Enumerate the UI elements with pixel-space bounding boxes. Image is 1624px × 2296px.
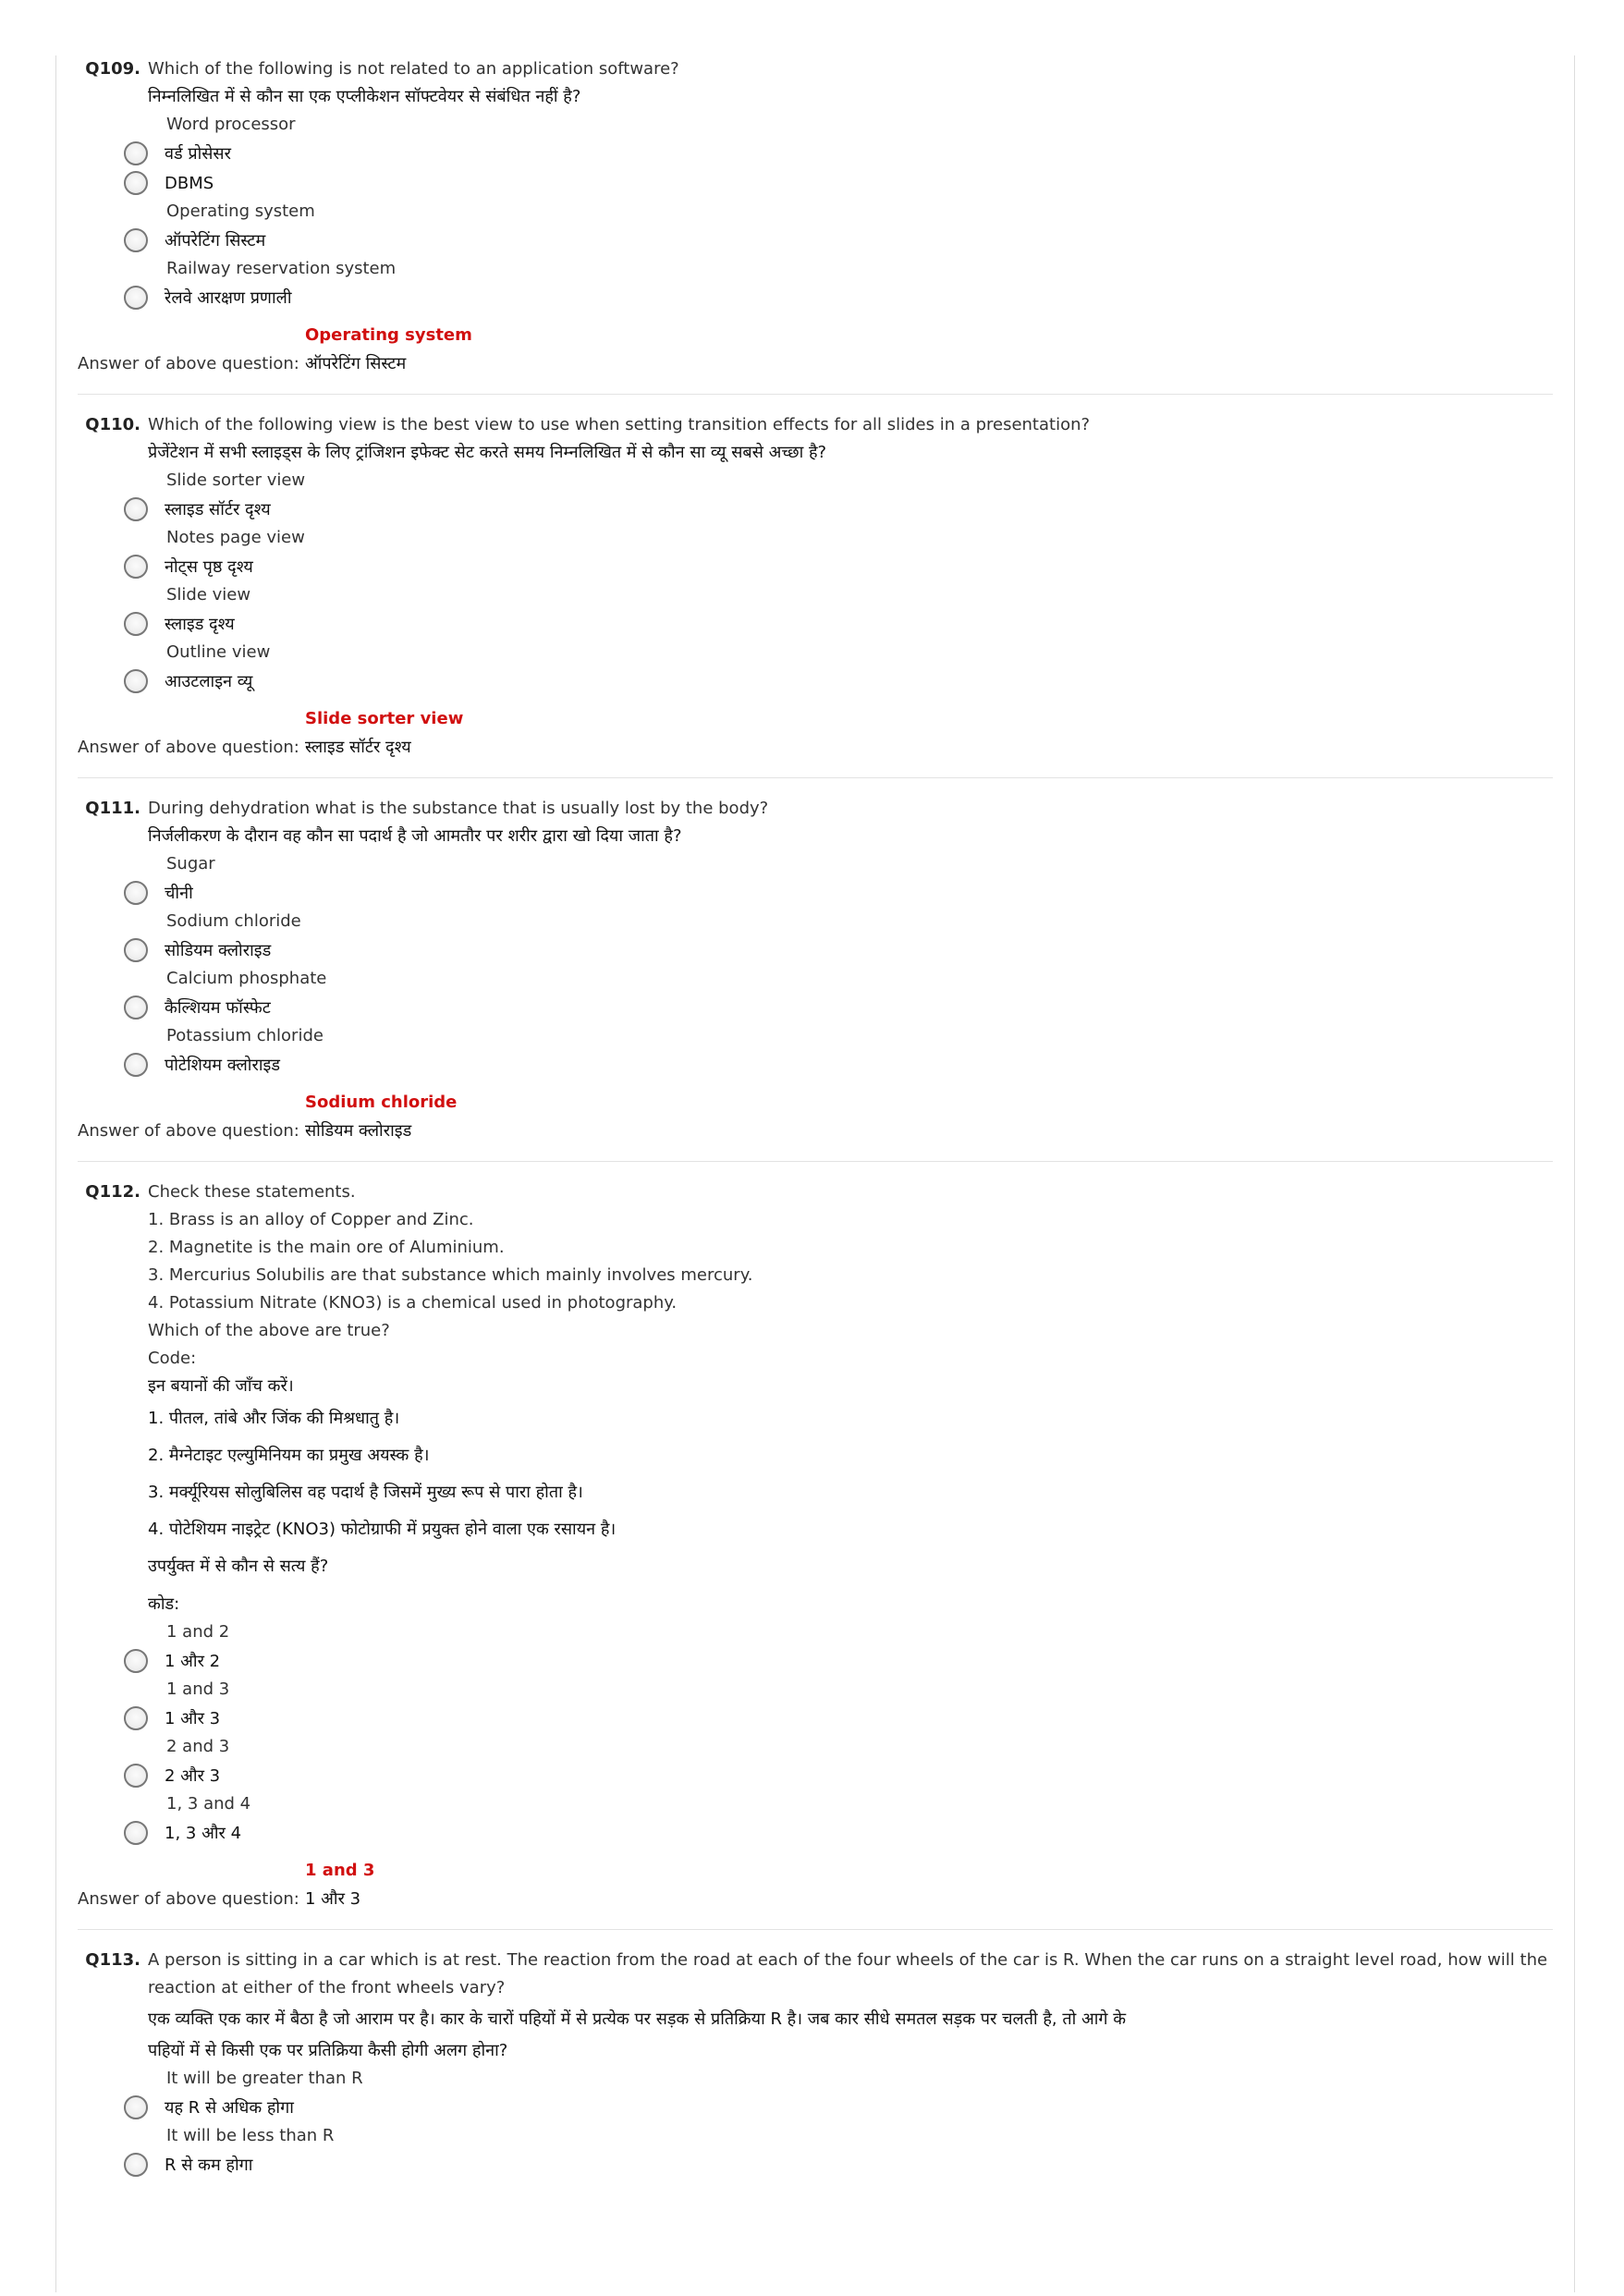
question-text-hi: प्रेजेंटेशन में सभी स्लाइड्स के लिए ट्रांजिशन इफेक्ट सेट करते समय निम्नलिखित में से कौन सा व्यू सबसे अच्छा है?	[148, 443, 827, 462]
radio-button[interactable]	[124, 141, 148, 165]
option-d-hi: पोटेशियम क्लोराइड	[165, 1056, 280, 1075]
option-c-en: Slide view	[166, 585, 251, 605]
option-b-hi: नोट्स पृष्ठ दृश्य	[165, 557, 253, 577]
question-text-hi: निम्नलिखित में से कौन सा एक एप्लीकेशन सॉफ्टवेयर से संबंधित नहीं है?	[148, 87, 581, 106]
option-c-hi: स्लाइड दृश्य	[165, 615, 235, 634]
option-a[interactable]	[124, 2093, 1553, 2122]
option-d-en: 1, 3 and 4	[166, 1794, 251, 1814]
option-a-en: Word processor	[166, 115, 296, 134]
radio-button[interactable]	[124, 555, 148, 579]
radio-button[interactable]	[124, 1821, 148, 1845]
option-d-hi: रेलवे आरक्षण प्रणाली	[165, 288, 292, 308]
option-b[interactable]	[124, 168, 1553, 198]
option-d-en: Potassium chloride	[166, 1026, 324, 1045]
option-b-hi: सोडियम क्लोराइड	[165, 941, 272, 960]
radio-button[interactable]	[124, 2095, 148, 2119]
question-number: Q110.	[85, 415, 140, 434]
statement-hi: 3. मर्क्यूरियस सोलुबिलिस वह पदार्थ है जिसमें मुख्य रूप से पारा होता है।	[148, 1483, 583, 1502]
option-a[interactable]	[124, 1646, 1553, 1676]
question-text-hi: एक व्यक्ति एक कार में बैठा है जो आराम पर है। कार के चारों पहियों में से प्रत्येक पर सड़क से प्रतिक्रिया R है। जब कार सीधे समतल सड़क पर चलती है, तो आगे के	[148, 2009, 1127, 2029]
radio-button[interactable]	[124, 497, 148, 521]
answer-block	[78, 1089, 1553, 1146]
option-c[interactable]	[124, 609, 1553, 639]
divider	[78, 394, 1553, 395]
question-112	[78, 1179, 1553, 1914]
question-text-en: Check these statements.	[148, 1182, 356, 1202]
option-a-hi: स्लाइड सॉर्टर दृश्य	[165, 500, 271, 519]
statement-hi: कोड:	[148, 1594, 180, 1614]
option-d[interactable]	[124, 666, 1553, 696]
option-a-hi: चीनी	[165, 884, 193, 903]
option-c[interactable]	[124, 226, 1553, 255]
statement-en: Code:	[148, 1349, 197, 1368]
statement-hi: 1. पीतल, तांबे और जिंक की मिश्रधातु है।	[148, 1409, 400, 1428]
statement-hi: उपर्युक्त में से कौन से सत्य हैं?	[148, 1557, 329, 1576]
answer-hi: ऑपरेटिंग सिस्टम	[305, 354, 407, 373]
option-b[interactable]	[124, 935, 1553, 965]
option-c-en: Operating system	[166, 202, 315, 221]
divider	[78, 777, 1553, 778]
answer-label: Answer of above question:	[78, 1889, 299, 1909]
divider	[78, 1929, 1553, 1930]
question-number: Q109.	[85, 59, 140, 79]
option-a-hi: यह R से अधिक होगा	[165, 2098, 294, 2118]
question-list	[78, 55, 1553, 2180]
statement-hi: 4. पोटेशियम नाइट्रेट (KNO3) फोटोग्राफी में प्रयुक्त होने वाला एक रसायन है।	[148, 1520, 617, 1539]
option-b[interactable]	[124, 2150, 1553, 2180]
option-a-en: Slide sorter view	[166, 470, 306, 490]
options	[124, 467, 1553, 696]
divider	[78, 1161, 1553, 1162]
option-d[interactable]	[124, 1050, 1553, 1080]
answer-hi: सोडियम क्लोराइड	[305, 1121, 412, 1141]
question-text-hi-cont: पहियों में से किसी एक पर प्रतिक्रिया कैसी होगी अलग होना?	[148, 2041, 508, 2060]
option-b-hi: 1 और 3	[165, 1709, 221, 1728]
question-text-en: Which of the following view is the best view to use when setting transition effects for all slides in a presentation?	[148, 415, 1091, 434]
question-text-hi: इन बयानों की जाँच करें।	[148, 1376, 294, 1396]
option-c-hi: कैल्शियम फॉस्फेट	[165, 998, 271, 1018]
radio-button[interactable]	[124, 669, 148, 693]
option-b-hi: R से कम होगा	[165, 2156, 253, 2175]
question-number: Q112.	[85, 1182, 140, 1202]
question-109	[78, 55, 1553, 379]
question-text-en: Which of the following is not related to an application software?	[148, 59, 679, 79]
option-d[interactable]	[124, 283, 1553, 312]
radio-button[interactable]	[124, 1764, 148, 1788]
options	[124, 111, 1553, 312]
option-a[interactable]	[124, 495, 1553, 524]
answer-label: Answer of above question:	[78, 738, 299, 757]
option-a-en: 1 and 2	[166, 1622, 230, 1642]
option-a-en: It will be greater than R	[166, 2069, 363, 2088]
question-113	[78, 1947, 1553, 2180]
option-b-en: 1 and 3	[166, 1679, 230, 1699]
radio-button[interactable]	[124, 1649, 148, 1673]
answer-en: 1 and 3	[305, 1861, 375, 1880]
option-c-en: Calcium phosphate	[166, 969, 327, 988]
radio-button[interactable]	[124, 1706, 148, 1730]
option-b-en: It will be less than R	[166, 2126, 335, 2145]
option-d-en: Railway reservation system	[166, 259, 397, 278]
option-a-hi: 1 और 2	[165, 1652, 221, 1671]
answer-block	[78, 1857, 1553, 1914]
radio-button[interactable]	[124, 612, 148, 636]
answer-block	[78, 322, 1553, 379]
option-b-en: Sodium chloride	[166, 911, 301, 931]
question-text-en: A person is sitting in a car which is at rest. The reaction from the road at each of the four wheels of the car is R. When the car runs on a straight level road, how will the reaction at either of the front wheels vary?	[148, 1950, 1548, 1997]
option-a-en: Sugar	[166, 854, 215, 873]
option-c[interactable]	[124, 993, 1553, 1022]
option-a[interactable]	[124, 139, 1553, 168]
statement-en: 2. Magnetite is the main ore of Aluminium.	[148, 1238, 505, 1257]
option-d-en: Outline view	[166, 642, 271, 662]
question-text-hi: निर्जलीकरण के दौरान वह कौन सा पदार्थ है जो आमतौर पर शरीर द्वारा खो दिया जाता है?	[148, 826, 682, 846]
answer-label: Answer of above question:	[78, 1121, 299, 1141]
statement-en: 3. Mercurius Solubilis are that substance which mainly involves mercury.	[148, 1265, 753, 1285]
radio-button[interactable]	[124, 286, 148, 310]
option-c[interactable]	[124, 1761, 1553, 1790]
question-number: Q111.	[85, 799, 140, 818]
answer-block	[78, 705, 1553, 763]
options	[124, 1618, 1553, 1848]
option-c-hi: 2 और 3	[165, 1766, 221, 1786]
option-c-en: 2 and 3	[166, 1737, 230, 1756]
radio-button[interactable]	[124, 881, 148, 905]
option-d[interactable]	[124, 1818, 1553, 1848]
radio-button[interactable]	[124, 228, 148, 252]
option-d-hi: आउटलाइन व्यू	[165, 672, 253, 691]
answer-en: Sodium chloride	[305, 1093, 458, 1112]
radio-button[interactable]	[124, 995, 148, 1020]
statement-en: 1. Brass is an alloy of Copper and Zinc.	[148, 1210, 474, 1229]
answer-en: Operating system	[305, 325, 472, 345]
option-b[interactable]	[124, 1704, 1553, 1733]
options	[124, 850, 1553, 1080]
radio-button[interactable]	[124, 2153, 148, 2177]
option-a[interactable]	[124, 878, 1553, 908]
statement-en: 4. Potassium Nitrate (KNO3) is a chemical used in photography.	[148, 1293, 678, 1313]
question-111	[78, 795, 1553, 1146]
question-number: Q113.	[85, 1950, 140, 1970]
statement-en: Which of the above are true?	[148, 1321, 390, 1340]
option-b-en: Notes page view	[166, 528, 305, 547]
statement-hi: 2. मैग्नेटाइट एल्युमिनियम का प्रमुख अयस्क है।	[148, 1446, 430, 1465]
answer-hi: स्लाइड सॉर्टर दृश्य	[305, 738, 411, 757]
question-110	[78, 411, 1553, 763]
answer-hi: 1 और 3	[305, 1889, 361, 1909]
question-text-en: During dehydration what is the substance that is usually lost by the body?	[148, 799, 769, 818]
radio-button[interactable]	[124, 171, 148, 195]
option-b-hi: DBMS	[165, 173, 214, 193]
option-a-hi: वर्ड प्रोसेसर	[165, 144, 231, 164]
option-b[interactable]	[124, 552, 1553, 581]
radio-button[interactable]	[124, 938, 148, 962]
options	[124, 2065, 1553, 2180]
answer-en: Slide sorter view	[305, 709, 464, 728]
statements-en	[148, 1206, 1553, 1618]
radio-button[interactable]	[124, 1053, 148, 1077]
option-c-hi: ऑपरेटिंग सिस्टम	[165, 231, 266, 250]
option-d-hi: 1, 3 और 4	[165, 1824, 242, 1843]
answer-label: Answer of above question:	[78, 354, 299, 373]
